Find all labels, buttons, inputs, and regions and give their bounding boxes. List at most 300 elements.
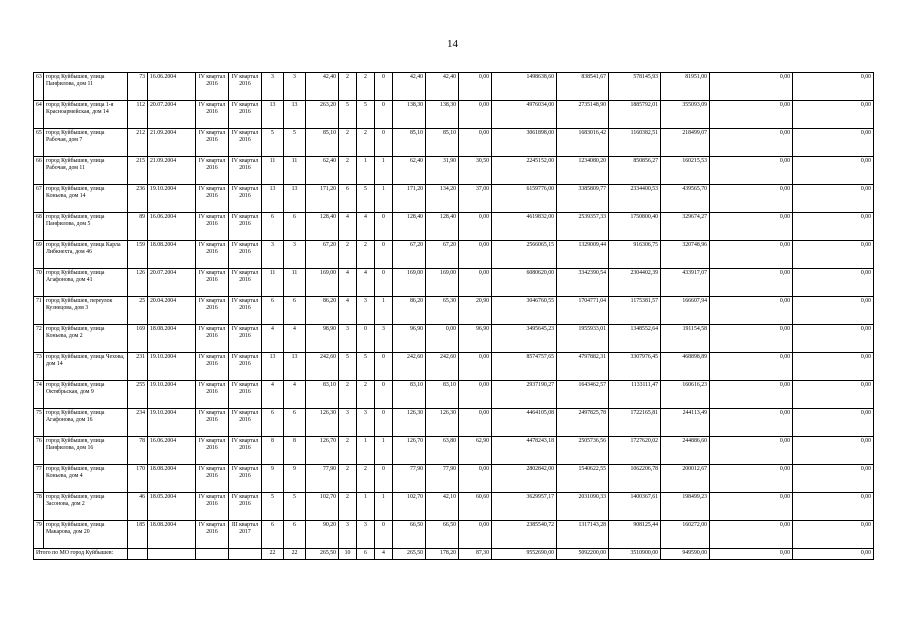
table-cell: 77,90 bbox=[426, 465, 459, 493]
table-cell: город Куйбышев, улица Коньева, дом 14 bbox=[44, 185, 128, 213]
table-cell: 212 bbox=[128, 129, 148, 157]
table-cell: 1348552,64 bbox=[609, 325, 661, 353]
table-cell: 0,00 bbox=[710, 521, 793, 549]
table-cell: 85,10 bbox=[306, 129, 339, 157]
table-cell: 67,20 bbox=[306, 241, 339, 269]
table-cell: 0 bbox=[375, 353, 393, 381]
table-cell: 0,00 bbox=[710, 241, 793, 269]
table-cell: IV квартал 2016 bbox=[229, 129, 262, 157]
table-cell: 128,40 bbox=[393, 213, 426, 241]
table-cell: 0,00 bbox=[793, 521, 874, 549]
table-row bbox=[34, 241, 874, 269]
table-cell: 16.06.2004 bbox=[148, 73, 196, 101]
table-cell: 8 bbox=[262, 437, 284, 465]
table-cell: 185 bbox=[128, 521, 148, 549]
table-cell: 63 bbox=[34, 73, 44, 101]
table-cell: 20.07.2004 bbox=[148, 101, 196, 129]
table-cell: 102,70 bbox=[393, 493, 426, 521]
table-cell: 0,00 bbox=[710, 73, 793, 101]
table-cell: 18.08.2004 bbox=[148, 325, 196, 353]
table-cell: 20.07.2004 bbox=[148, 269, 196, 297]
table-cell: 0,00 bbox=[793, 185, 874, 213]
table-cell: 439565,70 bbox=[661, 185, 710, 213]
table-cell: 6 bbox=[284, 213, 306, 241]
table-cell: 0 bbox=[357, 325, 375, 353]
table-cell: 83,10 bbox=[426, 381, 459, 409]
table-cell: 171,20 bbox=[393, 185, 426, 213]
table-cell: 6159776,00 bbox=[492, 185, 557, 213]
table-cell: 1317143,28 bbox=[557, 521, 609, 549]
table-cell: 5 bbox=[357, 353, 375, 381]
total-cell: 6 bbox=[357, 549, 375, 560]
table-cell: 3 bbox=[375, 325, 393, 353]
table-cell: 31,90 bbox=[426, 157, 459, 185]
table-cell: 70 bbox=[34, 269, 44, 297]
table-cell: IV квартал 2016 bbox=[196, 101, 229, 129]
table-cell: 0,00 bbox=[793, 381, 874, 409]
table-cell: 244113,49 bbox=[661, 409, 710, 437]
table-cell: 134,20 bbox=[426, 185, 459, 213]
table-cell: 5 bbox=[357, 185, 375, 213]
table-cell: 66,50 bbox=[393, 521, 426, 549]
table-cell: 3 bbox=[284, 241, 306, 269]
table-cell: 329674,27 bbox=[661, 213, 710, 241]
table-cell: 1885792,01 bbox=[609, 101, 661, 129]
table-cell: 0,00 bbox=[710, 297, 793, 325]
table-cell: 42,40 bbox=[393, 73, 426, 101]
table-cell: 1400367,61 bbox=[609, 493, 661, 521]
table-cell: 244886,60 bbox=[661, 437, 710, 465]
table-cell: 2 bbox=[339, 73, 357, 101]
table-row bbox=[34, 297, 874, 325]
table-cell: 6 bbox=[262, 297, 284, 325]
table-cell: 0,00 bbox=[710, 213, 793, 241]
table-cell: город Куйбышев, улица Рабочая, дом 11 bbox=[44, 157, 128, 185]
table-cell: 0,00 bbox=[710, 269, 793, 297]
table-cell: 169,00 bbox=[306, 269, 339, 297]
table-cell: 126,30 bbox=[393, 409, 426, 437]
table-cell: 25 bbox=[128, 297, 148, 325]
table-cell: 21.09.2004 bbox=[148, 129, 196, 157]
table-cell: IV квартал 2016 bbox=[229, 101, 262, 129]
table-cell: 2304402,39 bbox=[609, 269, 661, 297]
table-cell: 231 bbox=[128, 353, 148, 381]
table-row bbox=[34, 213, 874, 241]
total-cell: 949590,00 bbox=[661, 549, 710, 560]
table-cell: 77 bbox=[34, 465, 44, 493]
table-cell: 4976034,00 bbox=[492, 101, 557, 129]
table-cell: 1234080,20 bbox=[557, 157, 609, 185]
table-cell: 2 bbox=[339, 465, 357, 493]
table-cell: 19.10.2004 bbox=[148, 409, 196, 437]
table-cell: IV квартал 2016 bbox=[196, 465, 229, 493]
table-cell: 1175381,57 bbox=[609, 297, 661, 325]
table-cell: 76 bbox=[34, 437, 44, 465]
table-cell: 0,00 bbox=[710, 185, 793, 213]
table-row bbox=[34, 381, 874, 409]
table-cell: III квартал 2017 bbox=[229, 521, 262, 549]
table-cell: IV квартал 2016 bbox=[196, 73, 229, 101]
table-cell: 77,90 bbox=[306, 465, 339, 493]
table-cell: город Куйбышев, улица 1-я Красноармейская, дом 14 bbox=[44, 101, 128, 129]
table-cell: IV квартал 2016 bbox=[229, 409, 262, 437]
table-cell: 3 bbox=[339, 325, 357, 353]
table-cell: IV квартал 2016 bbox=[229, 241, 262, 269]
table-cell: IV квартал 2016 bbox=[229, 437, 262, 465]
table-cell: 2539357,33 bbox=[557, 213, 609, 241]
table-cell: 171,20 bbox=[306, 185, 339, 213]
total-cell: 9552690,00 bbox=[492, 549, 557, 560]
table-cell: 255 bbox=[128, 381, 148, 409]
table-cell: 3 bbox=[339, 521, 357, 549]
table-cell: 2 bbox=[339, 241, 357, 269]
table-cell: 2735148,90 bbox=[557, 101, 609, 129]
table-cell: 4 bbox=[357, 269, 375, 297]
table-row bbox=[34, 157, 874, 185]
table-cell: 2802842,00 bbox=[492, 465, 557, 493]
table-cell: 0,00 bbox=[710, 437, 793, 465]
total-cell: 10 bbox=[339, 549, 357, 560]
table-cell: 0,00 bbox=[793, 325, 874, 353]
table-row bbox=[34, 269, 874, 297]
table-cell: 1133111,47 bbox=[609, 381, 661, 409]
empty-cell bbox=[229, 549, 262, 560]
table-cell: 850856,27 bbox=[609, 157, 661, 185]
table-cell: 2031090,33 bbox=[557, 493, 609, 521]
table-cell: 166607,94 bbox=[661, 297, 710, 325]
table-cell: 5 bbox=[339, 101, 357, 129]
table-cell: 320748,96 bbox=[661, 241, 710, 269]
table-cell: город Куйбышев, улица Октябрьская, дом 9 bbox=[44, 381, 128, 409]
empty-cell bbox=[148, 549, 196, 560]
table-cell: 4 bbox=[339, 269, 357, 297]
table-cell: 16.06.2004 bbox=[148, 213, 196, 241]
table-cell: 0,00 bbox=[793, 353, 874, 381]
table-cell: 0,00 bbox=[710, 101, 793, 129]
table-cell: город Куйбышев, переулок Кузнецова, дом 3 bbox=[44, 297, 128, 325]
table-cell: 0,00 bbox=[459, 129, 492, 157]
table-cell: 169 bbox=[128, 325, 148, 353]
table-cell: 85,10 bbox=[426, 129, 459, 157]
table-cell: 4797882,31 bbox=[557, 353, 609, 381]
table-cell: 3495645,23 bbox=[492, 325, 557, 353]
table-cell: 4619832,00 bbox=[492, 213, 557, 241]
table-cell: 0,00 bbox=[459, 213, 492, 241]
table-cell: 169,00 bbox=[393, 269, 426, 297]
table-cell: 3 bbox=[357, 297, 375, 325]
table-cell: 1 bbox=[375, 437, 393, 465]
table-cell: 65,30 bbox=[426, 297, 459, 325]
table-cell: 13 bbox=[262, 101, 284, 129]
table-cell: 0,00 bbox=[710, 157, 793, 185]
table-cell: 0,00 bbox=[793, 493, 874, 521]
table-row bbox=[34, 101, 874, 129]
table-cell: 916306,75 bbox=[609, 241, 661, 269]
table-cell: IV квартал 2016 bbox=[196, 213, 229, 241]
table-cell: 13 bbox=[284, 101, 306, 129]
table-cell: 578145,93 bbox=[609, 73, 661, 101]
table-cell: 2 bbox=[339, 129, 357, 157]
table-cell: 4464105,08 bbox=[492, 409, 557, 437]
table-cell: 20.04.2004 bbox=[148, 297, 196, 325]
table-cell: 4 bbox=[262, 325, 284, 353]
table-cell: 0,00 bbox=[793, 297, 874, 325]
table-cell: 1 bbox=[357, 437, 375, 465]
table-cell: 0 bbox=[375, 129, 393, 157]
table-cell: 6 bbox=[262, 409, 284, 437]
table-cell: 263,20 bbox=[306, 101, 339, 129]
table-cell: 138,30 bbox=[393, 101, 426, 129]
table-cell: 89 bbox=[128, 213, 148, 241]
table-cell: 0 bbox=[375, 269, 393, 297]
table-cell: 13 bbox=[284, 353, 306, 381]
table-cell: 191154,58 bbox=[661, 325, 710, 353]
total-cell: 5092200,00 bbox=[557, 549, 609, 560]
table-cell: 0,00 bbox=[459, 73, 492, 101]
table-cell: 5 bbox=[262, 129, 284, 157]
table-cell: 908125,44 bbox=[609, 521, 661, 549]
table-cell: 0,00 bbox=[793, 213, 874, 241]
table-cell: 11 bbox=[262, 157, 284, 185]
table-cell: 3 bbox=[357, 521, 375, 549]
table-cell: 2497825,78 bbox=[557, 409, 609, 437]
table-cell: 1062206,78 bbox=[609, 465, 661, 493]
table-cell: 62,90 bbox=[459, 437, 492, 465]
table-cell: 1704771,04 bbox=[557, 297, 609, 325]
table-cell: 3342390,54 bbox=[557, 269, 609, 297]
table-cell: 74 bbox=[34, 381, 44, 409]
table-cell: 838541,67 bbox=[557, 73, 609, 101]
table-cell: IV квартал 2016 bbox=[196, 353, 229, 381]
table-row bbox=[34, 325, 874, 353]
table-cell: 0,00 bbox=[793, 101, 874, 129]
table-cell: 159 bbox=[128, 241, 148, 269]
table-cell: 5 bbox=[262, 493, 284, 521]
table-cell: 5 bbox=[284, 129, 306, 157]
table-cell: 3385809,77 bbox=[557, 185, 609, 213]
page-number: 14 bbox=[447, 38, 458, 50]
table-cell: 2566065,15 bbox=[492, 241, 557, 269]
table-cell: IV квартал 2016 bbox=[196, 297, 229, 325]
table-row bbox=[34, 465, 874, 493]
total-cell: 178,20 bbox=[426, 549, 459, 560]
table-cell: 234 bbox=[128, 409, 148, 437]
table-cell: 2 bbox=[357, 465, 375, 493]
table-cell: 42,10 bbox=[426, 493, 459, 521]
table-cell: 200012,67 bbox=[661, 465, 710, 493]
table-cell: 8574757,65 bbox=[492, 353, 557, 381]
table-cell: 2 bbox=[357, 73, 375, 101]
table-cell: 169,00 bbox=[426, 269, 459, 297]
table-cell: 4 bbox=[262, 381, 284, 409]
table-cell: 2 bbox=[339, 437, 357, 465]
table-cell: 11 bbox=[262, 269, 284, 297]
table-cell: 64 bbox=[34, 101, 44, 129]
table-cell: 66,50 bbox=[426, 521, 459, 549]
table-cell: 0,00 bbox=[793, 129, 874, 157]
table-cell: 112 bbox=[128, 101, 148, 129]
table-cell: город Куйбышев, улица Коньева, дом 4 bbox=[44, 465, 128, 493]
table-cell: IV квартал 2016 bbox=[229, 73, 262, 101]
total-cell: 0,00 bbox=[793, 549, 874, 560]
table-cell: 0,00 bbox=[793, 73, 874, 101]
table-cell: 1750800,40 bbox=[609, 213, 661, 241]
table-cell: 13 bbox=[284, 185, 306, 213]
table-cell: 138,30 bbox=[426, 101, 459, 129]
table-cell: 126 bbox=[128, 269, 148, 297]
table-cell: 0,00 bbox=[459, 353, 492, 381]
total-cell: 22 bbox=[262, 549, 284, 560]
table-cell: 242,60 bbox=[393, 353, 426, 381]
table-cell: 1722165,81 bbox=[609, 409, 661, 437]
table-cell: 0 bbox=[375, 521, 393, 549]
table-cell: 0,00 bbox=[793, 241, 874, 269]
table-cell: 72 bbox=[34, 325, 44, 353]
total-cell: 265,50 bbox=[306, 549, 339, 560]
total-cell: 22 bbox=[284, 549, 306, 560]
table-cell: город Куйбышев, улица Засонова, дом 2 bbox=[44, 493, 128, 521]
table-cell: город Куйбышев, улица Панфилова, дом 5 bbox=[44, 213, 128, 241]
table-cell: город Куйбышев, улица Панфилова, дом 11 bbox=[44, 73, 128, 101]
table-cell: 83,10 bbox=[306, 381, 339, 409]
table-cell: 30,50 bbox=[459, 157, 492, 185]
table-cell: 126,70 bbox=[306, 437, 339, 465]
table-cell: 242,60 bbox=[306, 353, 339, 381]
table-cell: 96,90 bbox=[393, 325, 426, 353]
table-cell: 86,20 bbox=[306, 297, 339, 325]
table-cell: 73 bbox=[34, 353, 44, 381]
table-cell: 128,40 bbox=[426, 213, 459, 241]
table-cell: IV квартал 2016 bbox=[229, 213, 262, 241]
table-cell: 0,00 bbox=[793, 465, 874, 493]
table-cell: 11 bbox=[284, 269, 306, 297]
table-cell: 0,00 bbox=[710, 409, 793, 437]
table-cell: 0,00 bbox=[459, 269, 492, 297]
table-cell: 0,00 bbox=[710, 381, 793, 409]
table-cell: 71 bbox=[34, 297, 44, 325]
table-cell: 3 bbox=[262, 73, 284, 101]
table-cell: 66 bbox=[34, 157, 44, 185]
table-cell: 0,00 bbox=[459, 465, 492, 493]
table-row bbox=[34, 521, 874, 549]
table-cell: 2 bbox=[339, 381, 357, 409]
table-cell: 4478243,18 bbox=[492, 437, 557, 465]
table-cell: 60,60 bbox=[459, 493, 492, 521]
table-cell: 0,00 bbox=[793, 437, 874, 465]
table-cell: город Куйбышев, улица Панфилова, дом 16 bbox=[44, 437, 128, 465]
table-cell: 126,30 bbox=[426, 409, 459, 437]
table-cell: 0,00 bbox=[793, 157, 874, 185]
table-cell: 9 bbox=[262, 465, 284, 493]
table-cell: 215 bbox=[128, 157, 148, 185]
table-cell: 18.08.2004 bbox=[148, 521, 196, 549]
table-cell: 0 bbox=[375, 465, 393, 493]
table-cell: 78 bbox=[34, 493, 44, 521]
table-cell: IV квартал 2016 bbox=[196, 185, 229, 213]
table-cell: 18.05.2004 bbox=[148, 493, 196, 521]
table-cell: 16.06.2004 bbox=[148, 437, 196, 465]
table-cell: 2 bbox=[357, 129, 375, 157]
table-cell: 2334400,53 bbox=[609, 185, 661, 213]
table-cell: 1683016,42 bbox=[557, 129, 609, 157]
table-cell: 236 bbox=[128, 185, 148, 213]
table-cell: 67 bbox=[34, 185, 44, 213]
table-cell: 0,00 bbox=[459, 241, 492, 269]
table-cell: 3046760,55 bbox=[492, 297, 557, 325]
table-cell: 65 bbox=[34, 129, 44, 157]
table-cell: IV квартал 2016 bbox=[229, 381, 262, 409]
table-cell: IV квартал 2016 bbox=[196, 157, 229, 185]
table-cell: 62,40 bbox=[393, 157, 426, 185]
total-cell: 0,00 bbox=[710, 549, 793, 560]
table-cell: 86,20 bbox=[393, 297, 426, 325]
table-cell: 1160382,51 bbox=[609, 129, 661, 157]
table-cell: 2505736,56 bbox=[557, 437, 609, 465]
table-cell: 5 bbox=[339, 353, 357, 381]
table-cell: 0,00 bbox=[459, 101, 492, 129]
table-cell: 6 bbox=[262, 213, 284, 241]
table-cell: 21.09.2004 bbox=[148, 157, 196, 185]
table-cell: 1 bbox=[357, 493, 375, 521]
table-cell: 0 bbox=[375, 241, 393, 269]
table-cell: 6 bbox=[339, 185, 357, 213]
table-cell: 4 bbox=[339, 213, 357, 241]
empty-cell bbox=[196, 549, 229, 560]
table-row bbox=[34, 73, 874, 101]
table-cell: город Куйбышев, улица Агафонова, дом 41 bbox=[44, 269, 128, 297]
table-cell: 0 bbox=[375, 101, 393, 129]
table-cell: 1643462,57 bbox=[557, 381, 609, 409]
table-cell: IV квартал 2016 bbox=[229, 493, 262, 521]
table-cell: IV квартал 2016 bbox=[196, 325, 229, 353]
table-cell: IV квартал 2016 bbox=[196, 241, 229, 269]
table-cell: 1955933,01 bbox=[557, 325, 609, 353]
table-cell: IV квартал 2016 bbox=[229, 353, 262, 381]
table-cell: 46 bbox=[128, 493, 148, 521]
table-cell: IV квартал 2016 bbox=[196, 437, 229, 465]
table-cell: 170 bbox=[128, 465, 148, 493]
table-cell: 1 bbox=[375, 493, 393, 521]
table-cell: 1498638,60 bbox=[492, 73, 557, 101]
table-cell: 2 bbox=[357, 381, 375, 409]
table-cell: 37,00 bbox=[459, 185, 492, 213]
table-cell: 218499,07 bbox=[661, 129, 710, 157]
table-cell: IV квартал 2016 bbox=[229, 185, 262, 213]
table-cell: 0 bbox=[375, 213, 393, 241]
table-cell: 19.10.2004 bbox=[148, 185, 196, 213]
table-cell: 160272,00 bbox=[661, 521, 710, 549]
table-cell: 0,00 bbox=[793, 269, 874, 297]
table-cell: 160616,23 bbox=[661, 381, 710, 409]
table-cell: 1 bbox=[357, 157, 375, 185]
table-cell: 98,90 bbox=[306, 325, 339, 353]
table-cell: 68 bbox=[34, 213, 44, 241]
table-cell: город Куйбышев, улица Карла Либкнехта, дом 46 bbox=[44, 241, 128, 269]
table-row bbox=[34, 437, 874, 465]
table-cell: 4 bbox=[357, 213, 375, 241]
table-cell: IV квартал 2016 bbox=[229, 269, 262, 297]
table-cell: город Куйбышев, улица Коньева, дом 2 bbox=[44, 325, 128, 353]
total-label: Итого по МО город Куйбышев: bbox=[34, 549, 128, 560]
table-cell: 62,40 bbox=[306, 157, 339, 185]
table-cell: 42,40 bbox=[306, 73, 339, 101]
table-cell: 2 bbox=[357, 241, 375, 269]
table-cell: 0,00 bbox=[710, 325, 793, 353]
table-cell: 2 bbox=[339, 157, 357, 185]
table-cell: 4 bbox=[284, 325, 306, 353]
table-cell: 85,10 bbox=[393, 129, 426, 157]
table-cell: IV квартал 2016 bbox=[229, 297, 262, 325]
